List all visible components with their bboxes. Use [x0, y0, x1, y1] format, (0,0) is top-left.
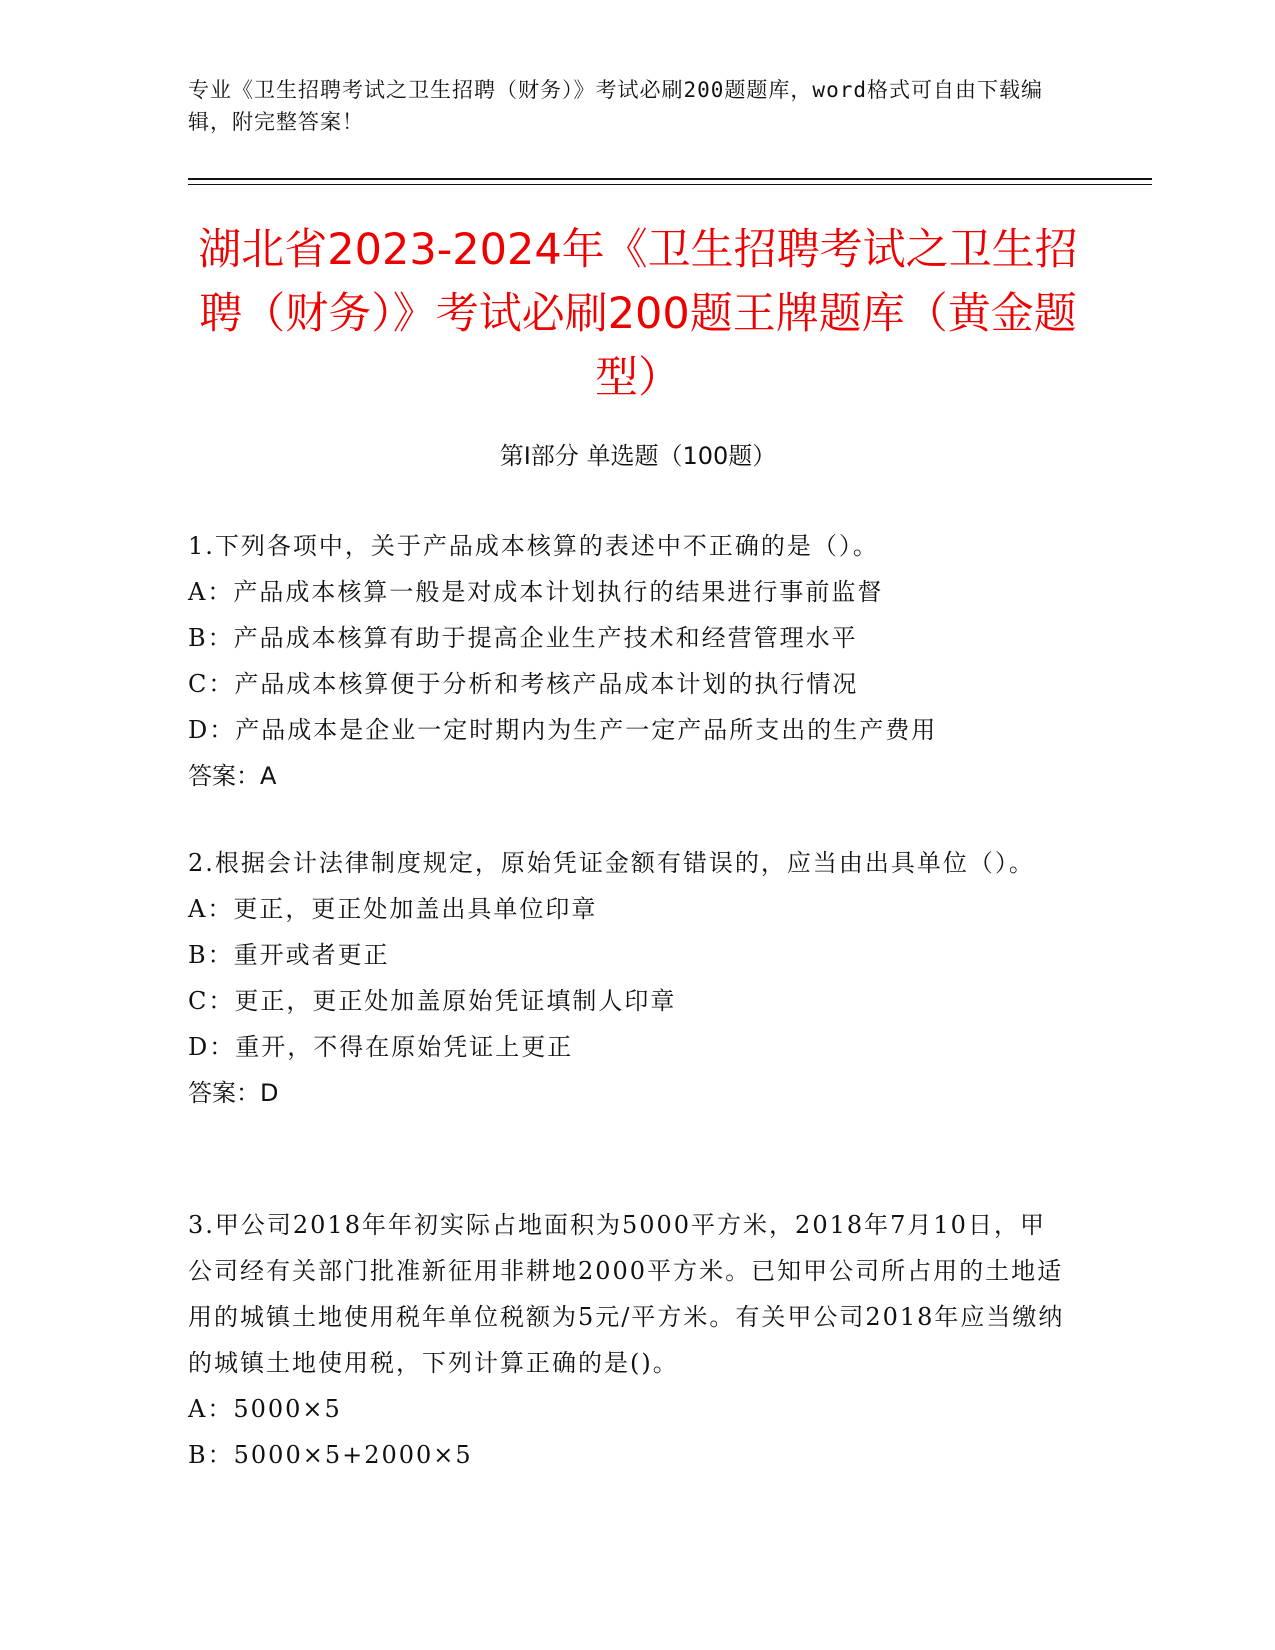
question-3 [188, 1202, 1068, 1478]
header-rule-thin [188, 184, 1152, 185]
answer-label: 答案：D [188, 1079, 279, 1107]
option-d: D：重开，不得在原始凭证上更正 [188, 1033, 574, 1061]
section-heading: 第I部分 单选题（100题） [499, 442, 777, 470]
question-stem: 3.甲公司2018年年初实际占地面积为5000平方米，2018年7月10日，甲公司经有关部门批准新征用非耕地2000平方米。已知甲公司所占用的土地适用的城镇土地使用税年单位税额为5元/平方米。有关甲公司2018年应当缴纳的城镇土地使用税，下列计算正确的是()。 [188, 1211, 1065, 1377]
question-stem: 2.根据会计法律制度规定，原始凭证金额有错误的，应当由出具单位（）。 [188, 849, 1035, 877]
option-a: A：产品成本核算一般是对成本计划执行的结果进行事前监督 [188, 578, 884, 606]
document-title: 湖北省2023-2024年《卫生招聘考试之卫生招聘（财务）》考试必刷200题王牌题库（黄金题型） [198, 225, 1078, 403]
question-1 [188, 523, 1068, 799]
option-b: B：产品成本核算有助于提高企业生产技术和经营管理水平 [188, 624, 858, 652]
option-c: C：更正，更正处加盖原始凭证填制人印章 [188, 987, 677, 1015]
option-a: A：更正，更正处加盖出具单位印章 [188, 895, 598, 923]
header-rule-thick [188, 178, 1152, 180]
option-c: C：产品成本核算便于分析和考核产品成本计划的执行情况 [188, 670, 859, 698]
option-b: B：5000×5+2000×5 [188, 1441, 473, 1469]
header-note: 专业《卫生招聘考试之卫生招聘（财务）》考试必刷200题题库，word格式可自由下载编辑，附完整答案！ [188, 78, 1043, 134]
option-b: B：重开或者更正 [188, 941, 390, 969]
option-a: A：5000×5 [188, 1395, 342, 1423]
question-stem: 1.下列各项中，关于产品成本核算的表述中不正确的是（）。 [188, 532, 879, 560]
answer-label: 答案：A [188, 762, 277, 790]
option-d: D：产品成本是企业一定时期内为生产一定产品所支出的生产费用 [188, 716, 938, 744]
question-2 [188, 840, 1068, 1116]
